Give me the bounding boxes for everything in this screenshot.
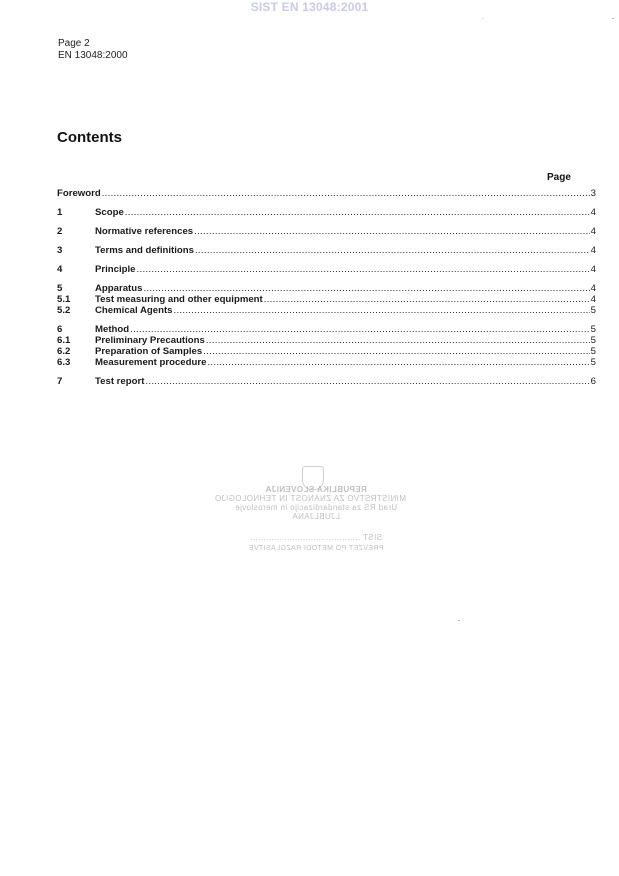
toc-entry-number: 3 <box>57 245 63 256</box>
toc-entry-title: Test report <box>95 376 145 387</box>
toc-entry-page: 4 <box>590 264 596 275</box>
scan-speck <box>612 18 614 19</box>
toc-entry-chemical-agents[interactable] <box>57 304 596 316</box>
official-stamp-bleedthrough <box>214 466 406 566</box>
stamp-line: SIST .......................................... <box>250 533 383 542</box>
toc-entry-page: 5 <box>590 324 596 335</box>
stamp-line: Urad RS za standardizacijo in meroslovje <box>234 503 398 512</box>
stamp-line: REPUBLIKA SLOVENIJA <box>265 485 367 494</box>
toc-entry-title: Method <box>95 324 130 335</box>
toc-leader-dots <box>194 226 590 237</box>
toc-entry-principle[interactable] <box>57 263 596 275</box>
scan-speck <box>458 620 460 621</box>
toc-leader-dots <box>207 357 590 368</box>
toc-entry-page: 4 <box>590 226 596 237</box>
toc-entry-page: 4 <box>590 245 596 256</box>
toc-entry-page: 6 <box>590 376 596 387</box>
page-number-label: Page 2 <box>58 38 90 49</box>
toc-entry-measurement-procedure[interactable] <box>57 356 596 368</box>
toc-entry-number: 6.2 <box>57 346 71 357</box>
watermark: SIST EN 13048:2001 <box>250 0 369 14</box>
toc-entry-scope[interactable] <box>57 206 596 218</box>
page-header <box>58 38 128 62</box>
toc-entry-page: 5 <box>590 357 596 368</box>
toc-entry-number: 5 <box>57 283 63 294</box>
toc-leader-dots <box>125 207 590 218</box>
toc-entry-title: Apparatus <box>95 283 143 294</box>
scan-speck <box>482 18 484 19</box>
toc-entry-page: 3 <box>590 188 596 199</box>
toc-entry-page: 5 <box>590 346 596 357</box>
toc-leader-dots <box>195 245 590 256</box>
toc-entry-page: 4 <box>590 283 596 294</box>
toc-entry-number: 6.3 <box>57 357 71 368</box>
toc-entry-title: Test measuring and other equipment <box>95 294 263 305</box>
page-column-label: Page <box>547 172 571 183</box>
toc-entry-foreword[interactable] <box>57 187 596 199</box>
toc-entry-page: 4 <box>590 294 596 305</box>
toc-leader-dots <box>173 305 590 316</box>
toc-leader-dots <box>145 376 590 387</box>
toc-leader-dots <box>137 264 590 275</box>
stamp-line: MINISTRSTVO ZA ZNANOST IN TEHNOLOGIJO <box>214 494 406 503</box>
toc-entry-page: 4 <box>590 207 596 218</box>
toc-entry-number: 6 <box>57 324 63 335</box>
toc-entry-number: 6.1 <box>57 335 71 346</box>
toc-entry-page: 5 <box>590 305 596 316</box>
toc-entry-title: Preparation of Samples <box>95 346 203 357</box>
stamp-line: PREVZET PO METODI RAZGLASITVE <box>248 545 384 552</box>
toc-entry-title: Normative references <box>95 226 194 237</box>
toc-entry-normative-references[interactable] <box>57 225 596 237</box>
toc-entry-number: 1 <box>57 207 63 218</box>
page-title: Contents <box>57 129 122 146</box>
toc-entry-title: Scope <box>95 207 124 218</box>
standard-reference: EN 13048:2000 <box>58 50 128 61</box>
stamp-line: LJUBLJANA <box>291 512 341 521</box>
toc-entry-title: Principle <box>95 264 136 275</box>
toc-entry-title: Measurement procedure <box>95 357 207 368</box>
toc-entry-number: 5.1 <box>57 294 71 305</box>
toc-entry-number: 4 <box>57 264 63 275</box>
toc-entry-page: 5 <box>590 335 596 346</box>
toc-entry-title: Terms and definitions <box>95 245 194 256</box>
toc-entry-title: Chemical Agents <box>95 305 173 316</box>
toc-entry-terms-and-definitions[interactable] <box>57 244 596 256</box>
toc-entry-title: Preliminary Precautions <box>95 335 205 346</box>
toc-entry-number: 7 <box>57 376 63 387</box>
toc-entry-test-report[interactable] <box>57 375 596 387</box>
toc-entry-number: 5.2 <box>57 305 71 316</box>
toc-entry-title: Foreword <box>57 188 101 199</box>
toc-entry-number: 2 <box>57 226 63 237</box>
toc-leader-dots <box>102 188 590 199</box>
